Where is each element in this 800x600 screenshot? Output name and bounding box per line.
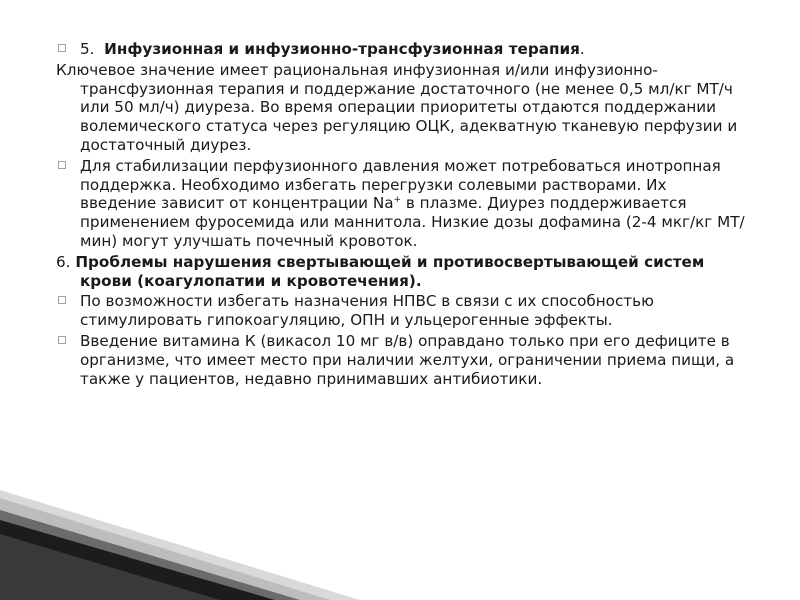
- paragraph-infusion-key: Ключевое значение имеет рациональная инфузионная и/или инфузионно-трансфузионная терапия и поддержание достаточного (не менее 0,5 мл/кг МТ/ч или 50 мл/ч) диуреза. Во время операции приоритеты отдаются поддержании волемического статуса через регуляцию ОЦК, адекватную тканевую перфузии и достаточный диурез.: [56, 60, 738, 154]
- bullet-item-perfusion: [56, 157, 746, 251]
- bullet-icon: [58, 161, 66, 169]
- bullet-item-nsaid: [56, 292, 746, 330]
- superscript-plus: +: [393, 195, 402, 206]
- bullet-text: По возможности избегать назначения НПВС в связи с их способностью стимулировать гипокоагуляцию, ОПН и ульцерогенные эффекты.: [80, 292, 654, 330]
- slide-content: [56, 40, 746, 390]
- bullet-item-infusion-heading: [56, 40, 746, 59]
- decorative-wedge: [0, 490, 800, 600]
- section-number: 5.: [80, 40, 95, 58]
- bullet-text-after: в плазме. Диурез поддерживается применением фуросемида или маннитола. Низкие дозы дофамина (2-4 мкг/кг МТ/мин) могут улучшать почечный кровоток.: [80, 194, 745, 250]
- section-heading: Инфузионная и инфузионно-трансфузионная терапия: [104, 40, 580, 58]
- numbered-heading-coagulation: [56, 253, 746, 291]
- bullet-text-before: Для стабилизации перфузионного давления может потребоваться инотропная поддержка. Необходимо избегать перегрузки солевыми растворами. Их введение зависит от концентрации Na: [80, 156, 721, 213]
- bullet-icon: [58, 336, 66, 344]
- bullet-icon: [58, 44, 66, 52]
- section-heading: Проблемы нарушения свертывающей и противосвертывающей систем крови (коагулопатии и кровотечения).: [75, 252, 705, 290]
- section-number: 6.: [56, 252, 71, 271]
- bullet-icon: [58, 296, 66, 304]
- bullet-item-vitamin-k: [56, 332, 746, 388]
- bullet-text: Введение витамина К (викасол 10 мг в/в) оправдано только при его дефиците в организме, что имеет место при наличии желтухи, ограничении приема пищи, а также у пациентов, недавно принимавших антибиотики.: [80, 331, 735, 388]
- section-heading-tail: .: [579, 40, 585, 58]
